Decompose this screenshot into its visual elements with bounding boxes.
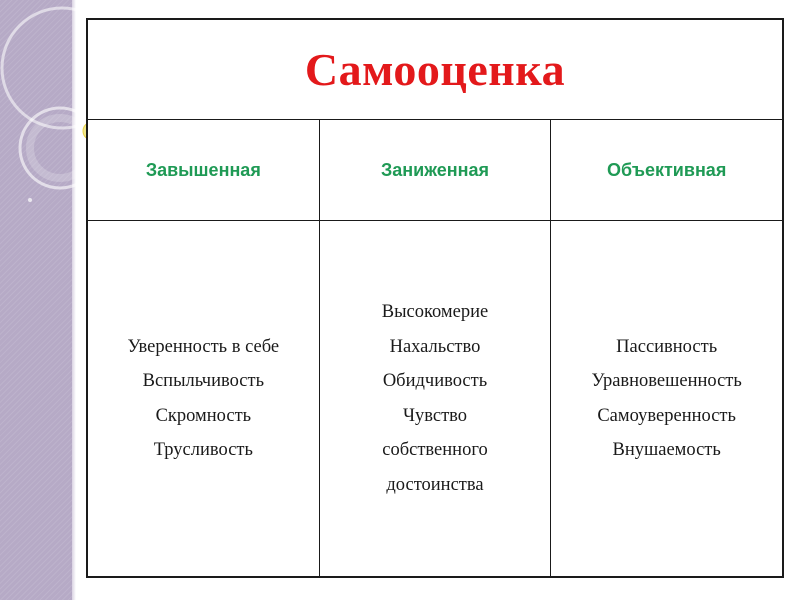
list-item: Внушаемость [612, 440, 721, 460]
list-item: достоинства [386, 474, 484, 495]
column-header: Заниженная [380, 159, 489, 180]
column-header: Объективная [606, 159, 727, 180]
header-cell-inflated [88, 120, 320, 221]
content-cell-objective [551, 221, 783, 577]
list-item: Пассивность [616, 336, 718, 357]
column-header: Завышенная [145, 159, 261, 180]
list-item: собственного [382, 440, 488, 460]
header-cell-objective [551, 120, 783, 221]
list-item: Самоуверенность [597, 405, 736, 426]
list-item: Скромность [155, 405, 252, 426]
sidebar-edge [72, 0, 76, 600]
decorative-sidebar [0, 0, 72, 600]
page-title: Самооценка [304, 44, 566, 95]
content-cell-inflated [88, 221, 320, 577]
list-item: Вспыльчивость [142, 371, 265, 391]
header-row [88, 120, 783, 221]
title-cell [88, 20, 783, 120]
list-item: Нахальство [389, 336, 481, 357]
content-row [88, 221, 783, 577]
list-item: Трусливость [153, 440, 253, 460]
list-item: Высокомерие [381, 302, 489, 322]
self-esteem-table [86, 18, 784, 578]
content-cell-low [319, 221, 551, 577]
header-cell-low [319, 120, 551, 221]
list-item: Обидчивость [382, 371, 488, 391]
title-row [88, 20, 783, 120]
list-item: Уверенность в себе [127, 336, 280, 357]
list-item: Уравновешенность [591, 371, 742, 391]
list-item: Чувство [402, 405, 468, 426]
table-grid [87, 19, 783, 577]
